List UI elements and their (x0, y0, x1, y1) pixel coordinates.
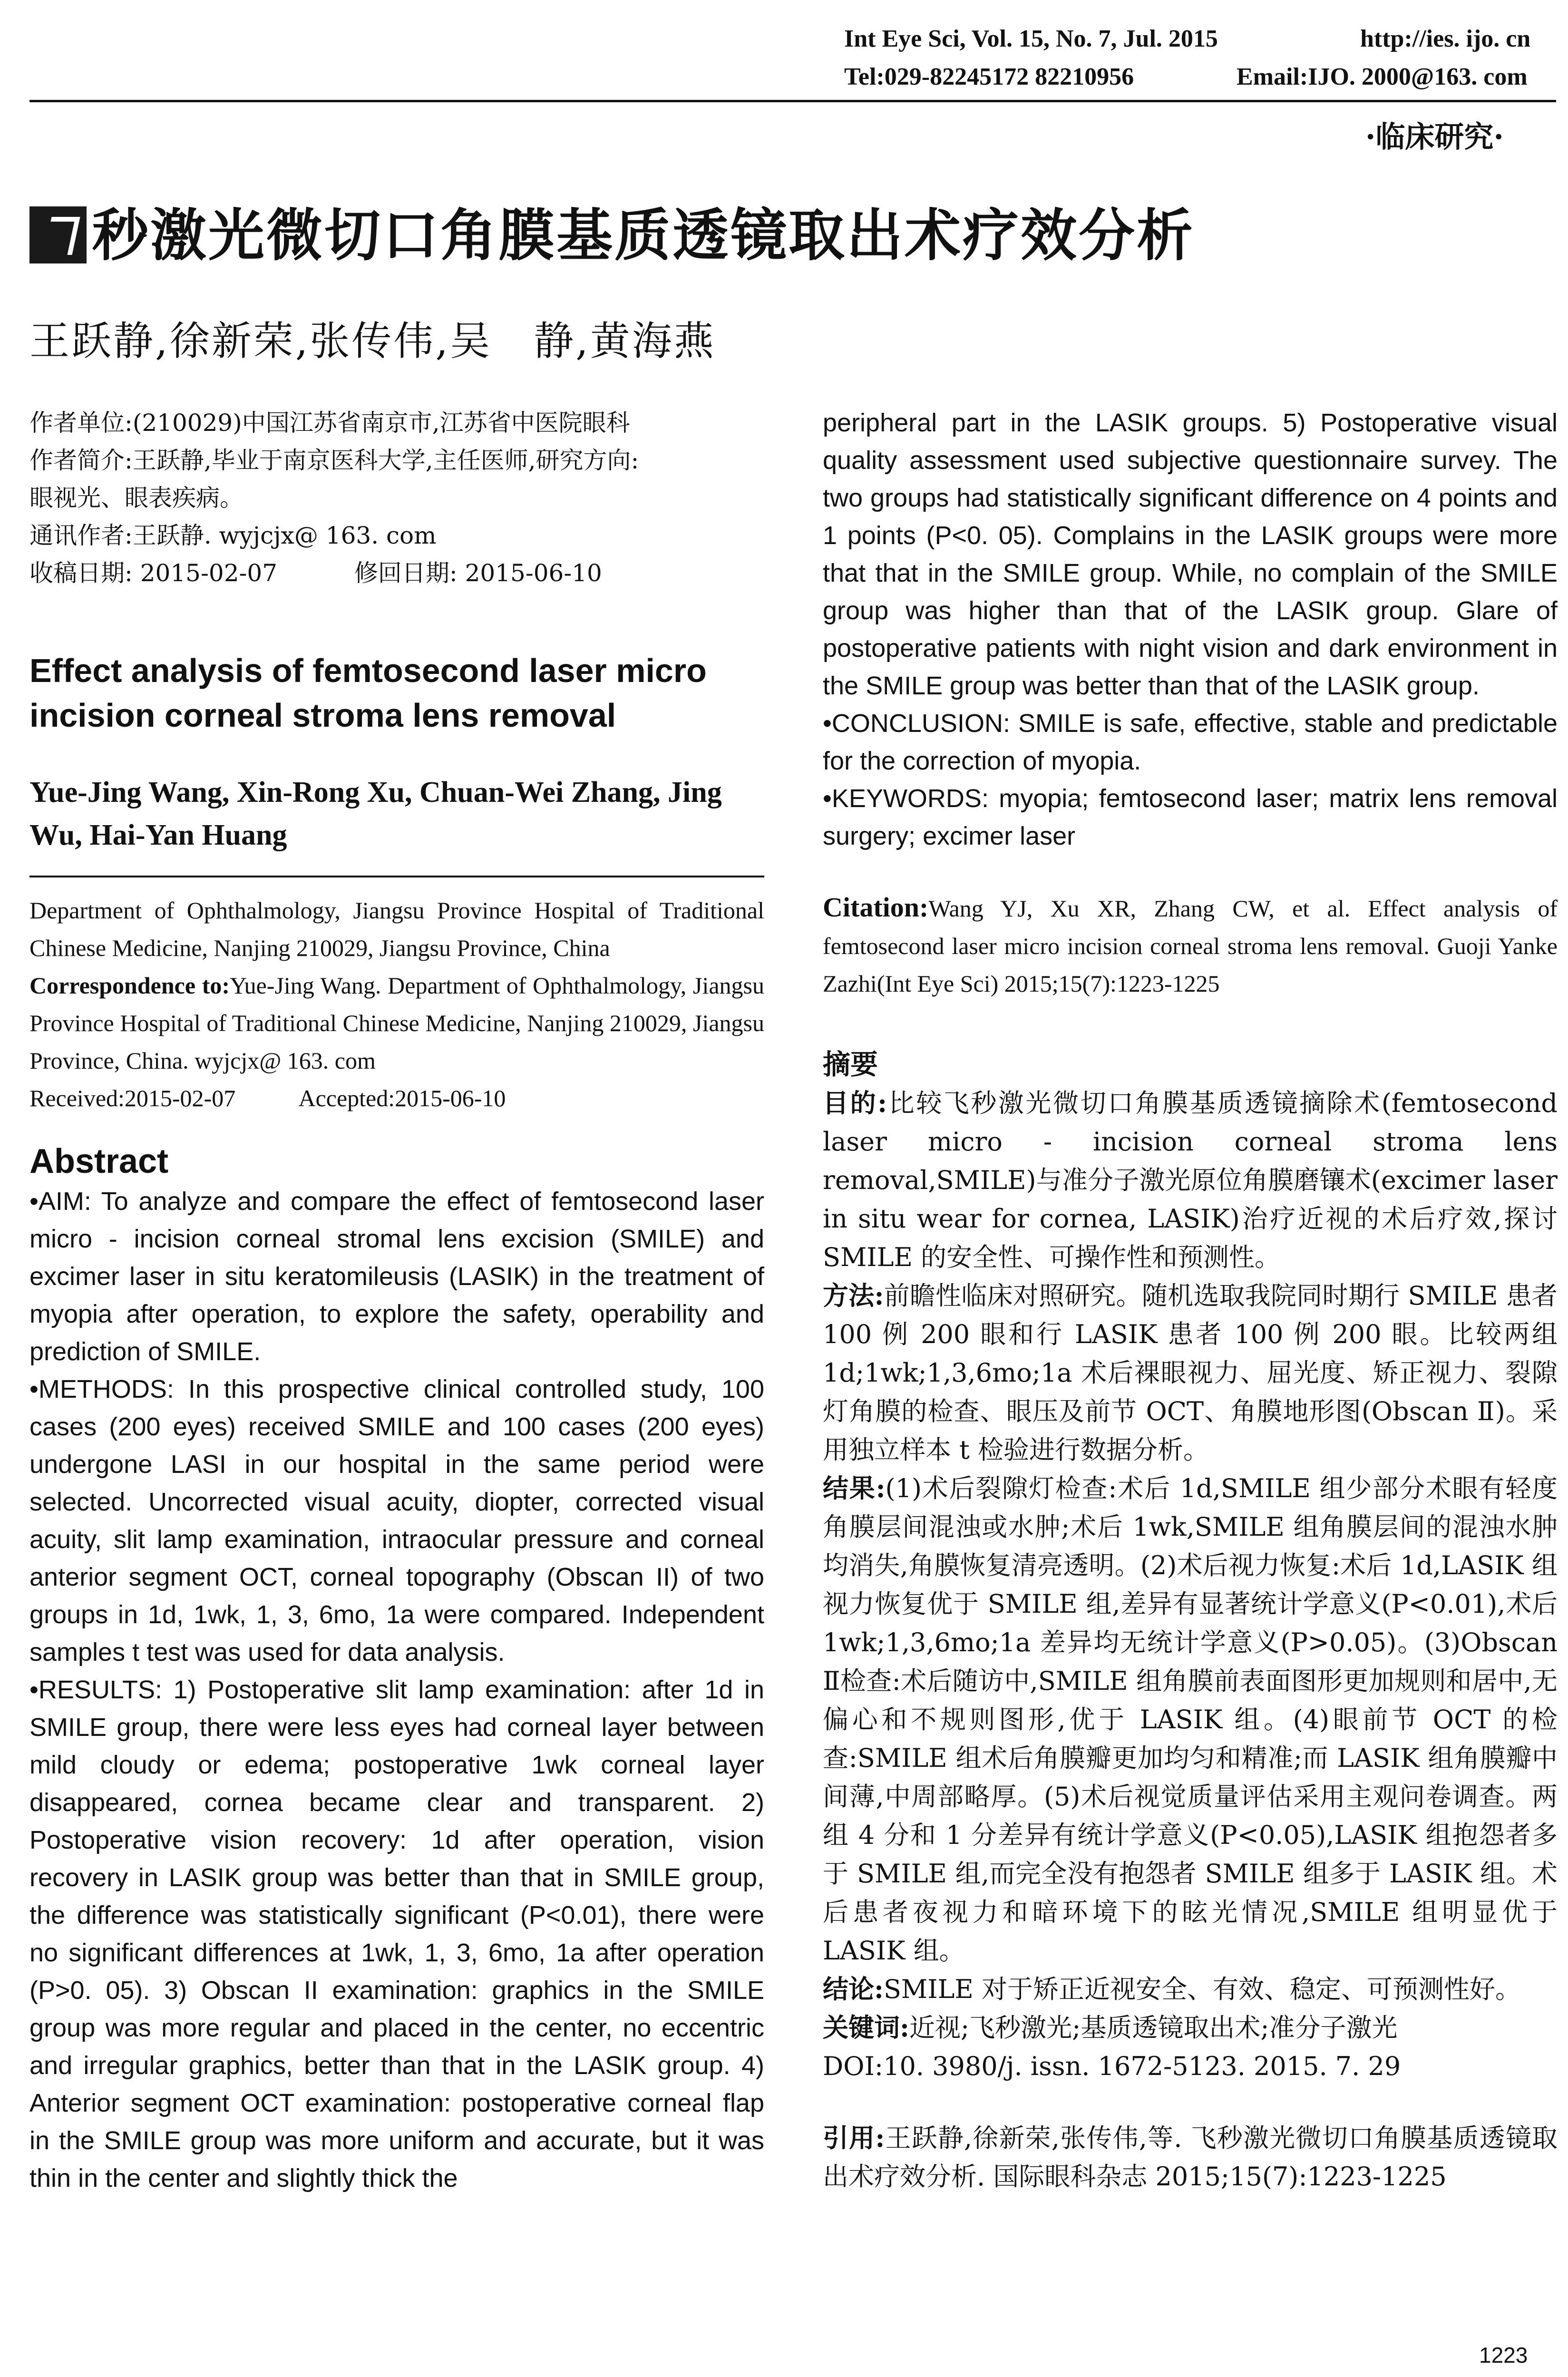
results-text-cn: (1)术后裂隙灯检查:术后 1d,SMILE 组少部分术眼有轻度角膜层间混浊或水肿;术后 1wk,SMILE 组角膜层间的混浊水肿均消失,角膜恢复清亮透明。(2)术后视力恢复:术后 1d,LASIK 组视力恢复优于 SMILE 组,差异有显著统计学意义(P<0.01),术后 1wk;1,3,6mo;1a 差异均无统计学意义(P>0.05)。(3)Obscan Ⅱ检查:术后随访中,SMILE 组角膜前表面图形更加规则和居中,无偏心和不规则图形,优于 LASIK 组。(4)眼前节 OCT 的检查:SMILE 组术后角膜瓣更加均匀和精准;而 LASIK 组角膜瓣中间薄,中周部略厚。(5)术后视觉质量评估采用主观问卷调查。两组 4 分和 1 分差异有统计学意义(P<0.05),LASIK 组抱怨者多于 SMILE 组,而完全没有抱怨者 SMILE 组多于 LASIK 组。术后患者夜视力和暗环境下的眩光情况,SMILE 组明显优于 LASIK 组。 (823, 1473, 1558, 1966)
abstract-results-continued: peripheral part in the LASIK groups. 5) Postoperative visual quality assessment used subjective questionnaire survey. The two groups had statistically significant difference on 4 points and 1 points (P<0. 05). Complains in the LASIK groups were more that that in the SMILE group. While, no complain of the SMILE group was higher than that of the LASIK group. Glare of postoperative patients with night vision and dark environment in the SMILE group was better than that of the LASIK group. (823, 409, 1558, 700)
abstract-continued (823, 404, 1558, 855)
correspondence-text: Yue-Jing Wang. Department of Ophthalmology, Jiangsu Province Hospital of Traditional Chinese Medicine, Nanjing 210029, Jiangsu Province, China. wyjcjx@ 163. com (29, 972, 764, 1074)
abstract-aim: •AIM: To analyze and compare the effect of femtosecond laser micro - incision corneal stromal lens excision (SMILE) and excimer laser in situ keratomileusis (LASIK) in the treatment of myopia after operation, to explore the safety, operability and prediction of SMILE. (29, 1187, 764, 1366)
title-text: 秒激光微切口角膜基质透镜取出术疗效分析 (92, 202, 1195, 268)
authors-cn: 王跃静,徐新荣,张传伟,吴 静,黄海燕 (29, 318, 716, 364)
received-date-en: Received:2015-02-07 (29, 1085, 236, 1111)
citation-cn-label: 引用: (823, 2123, 885, 2153)
citation-cn (823, 2119, 1558, 2196)
right-column (823, 404, 1558, 2196)
section-tag: ·临床研究· (1365, 119, 1504, 154)
abstract-cn-aim (823, 1084, 1558, 1276)
citation-label: Citation: (823, 892, 929, 923)
abstract-methods: •METHODS: In this prospective clinical controlled study, 100 cases (200 eyes) received SMILE and 100 cases (200 eyes) undergone LASI in our hospital in the same period were selected. Uncorrected visual acuity, diopter, corrected visual acuity, slit lamp examination, intraocular pressure and corneal anterior segment OCT, corneal topography (Obscan II) of two groups in 1d, 1wk, 1, 3, 6mo, 1a were compared. Independent samples t test was used for data analysis. (29, 1375, 764, 1666)
citation-cn-text: 王跃静,徐新荣,张传伟,等. 飞秒激光微切口角膜基质透镜取出术疗效分析. 国际眼科杂志 2015;15(7):1223-1225 (823, 2123, 1558, 2192)
journal-email[interactable]: Email:IJO. 2000@163. com (1237, 63, 1528, 90)
accepted-date-en: Accepted:2015-06-10 (298, 1085, 506, 1111)
conclusion-text-cn: SMILE 对于矫正近视安全、有效、稳定、可预测性好。 (883, 1974, 1521, 2004)
aim-text-cn: 比较飞秒激光微切口角膜基质透镜摘除术(femtosecond laser micro - incision corneal stroma lens removal,SMILE)与准分子激光原位角膜磨镶术(excimer laser in situ wear for cornea, LASIK)治疗近视的术后疗效,探讨 SMILE 的安全性、可操作性和预测性。 (823, 1088, 1558, 1272)
header-rule (29, 100, 1556, 102)
page-number: 1223 (1479, 2343, 1528, 2367)
abstract-cn-keywords (823, 2008, 1558, 2047)
author-meta (29, 404, 764, 592)
affiliation: Department of Ophthalmology, Jiangsu Province Hospital of Traditional Chinese Medicine, Nanjing 210029, Jiangsu Province, China (29, 897, 764, 961)
journal-info: Int Eye Sci, Vol. 15, No. 7, Jul. 2015 (844, 25, 1218, 52)
conclusion-label-cn: 结论: (823, 1974, 884, 2004)
dates-en (29, 1080, 764, 1117)
author-intro-1: 作者简介:王跃静,毕业于南京医科大学,主任医师,研究方向: (29, 447, 639, 474)
page-title (29, 200, 1528, 271)
corresponding-author: 通讯作者:王跃静. wyjcjx@ 163. com (29, 522, 437, 549)
citation-en (823, 888, 1558, 1003)
abstract-heading: Abstract (29, 1142, 169, 1180)
author-intro-2: 眼视光、眼表疾病。 (29, 484, 243, 512)
abstract-results: •RESULTS: 1) Postoperative slit lamp examination: after 1d in SMILE group, there were less eyes had corneal layer between mild cloudy or edema; postoperative 1wk corneal layer disappeared, cornea became clear and transparent. 2) Postoperative vision recovery: 1d after operation, vision recovery in LASIK group was better than that in SMILE group, the difference was statistically significant (P<0.01), there were no significant differences at 1wk, 1, 3, 6mo, 1a after operation (P>0. 05). 3) Obscan II examination: graphics in the SMILE group was more regular and placed in the center, no eccentric and irregular graphics, better than that in the LASIK group. 4) Anterior segment OCT examination: postoperative corneal flap in the SMILE group was more uniform and accurate, but it was thin in the center and slightly thick the (29, 1676, 764, 2192)
correspondence (29, 967, 764, 1080)
fei-logo-icon (29, 206, 87, 263)
abstract-cn-conclusion (823, 1970, 1558, 2008)
authors-rule (29, 876, 764, 877)
abstract-cn (823, 1045, 1558, 2085)
results-label-cn: 结果: (823, 1473, 886, 1503)
revised-date-cn: 修回日期: 2015-06-10 (354, 559, 602, 587)
aim-label-cn: 目的: (823, 1088, 887, 1118)
dates-cn (29, 555, 764, 592)
keywords-label-cn: 关键词: (823, 2012, 909, 2043)
abstract-keywords: •KEYWORDS: myopia; femtosecond laser; matrix lens removal surgery; excimer laser (823, 784, 1558, 850)
english-title: Effect analysis of femtosecond laser micro incision corneal stroma lens removal (29, 652, 707, 734)
correspondence-label: Correspondence to: (29, 972, 230, 999)
abstract-cn-methods (823, 1276, 1558, 1469)
citation-text: Wang YJ, Xu XR, Zhang CW, et al. Effect analysis of femtosecond laser micro incision corneal stroma lens removal. Guoji Yanke Zazhi(Int Eye Sci) 2015;15(7):1223-1225 (823, 895, 1558, 997)
abstract-cn-heading: 摘要 (823, 1048, 878, 1081)
doi[interactable]: DOI:10. 3980/j. issn. 1672-5123. 2015. 7. 29 (823, 2051, 1401, 2081)
keywords-text-cn: 近视;飞秒激光;基质透镜取出术;准分子激光 (909, 2013, 1398, 2043)
left-column (29, 404, 764, 2197)
journal-url[interactable]: http://ies. ijo. cn (1360, 25, 1531, 52)
abstract-cn-results (823, 1469, 1558, 1970)
journal-tel: Tel:029-82245172 82210956 (844, 63, 1134, 90)
english-authors: Yue-Jing Wang, Xin-Rong Xu, Chuan-Wei Zhang, Jing Wu, Hai-Yan Huang (29, 776, 722, 851)
received-date-cn: 收稿日期: 2015-02-07 (29, 559, 278, 587)
abstract-body (29, 1183, 764, 2197)
methods-text-cn: 前瞻性临床对照研究。随机选取我院同时期行 SMILE 患者 100 例 200 眼和行 LASIK 患者 100 例 200 眼。比较两组 1d;1wk;1,3,6mo;1a 术后裸眼视力、屈光度、矫正视力、裂隙灯角膜的检查、眼压及前节 OCT、角膜地形图(Obscan Ⅱ)。采用独立样本 t 检验进行数据分析。 (823, 1281, 1558, 1465)
author-unit: 作者单位:(210029)中国江苏省南京市,江苏省中医院眼科 (29, 409, 630, 437)
methods-label-cn: 方法: (823, 1280, 884, 1311)
abstract-conclusion: •CONCLUSION: SMILE is safe, effective, stable and predictable for the correction of myopia. (823, 709, 1558, 775)
